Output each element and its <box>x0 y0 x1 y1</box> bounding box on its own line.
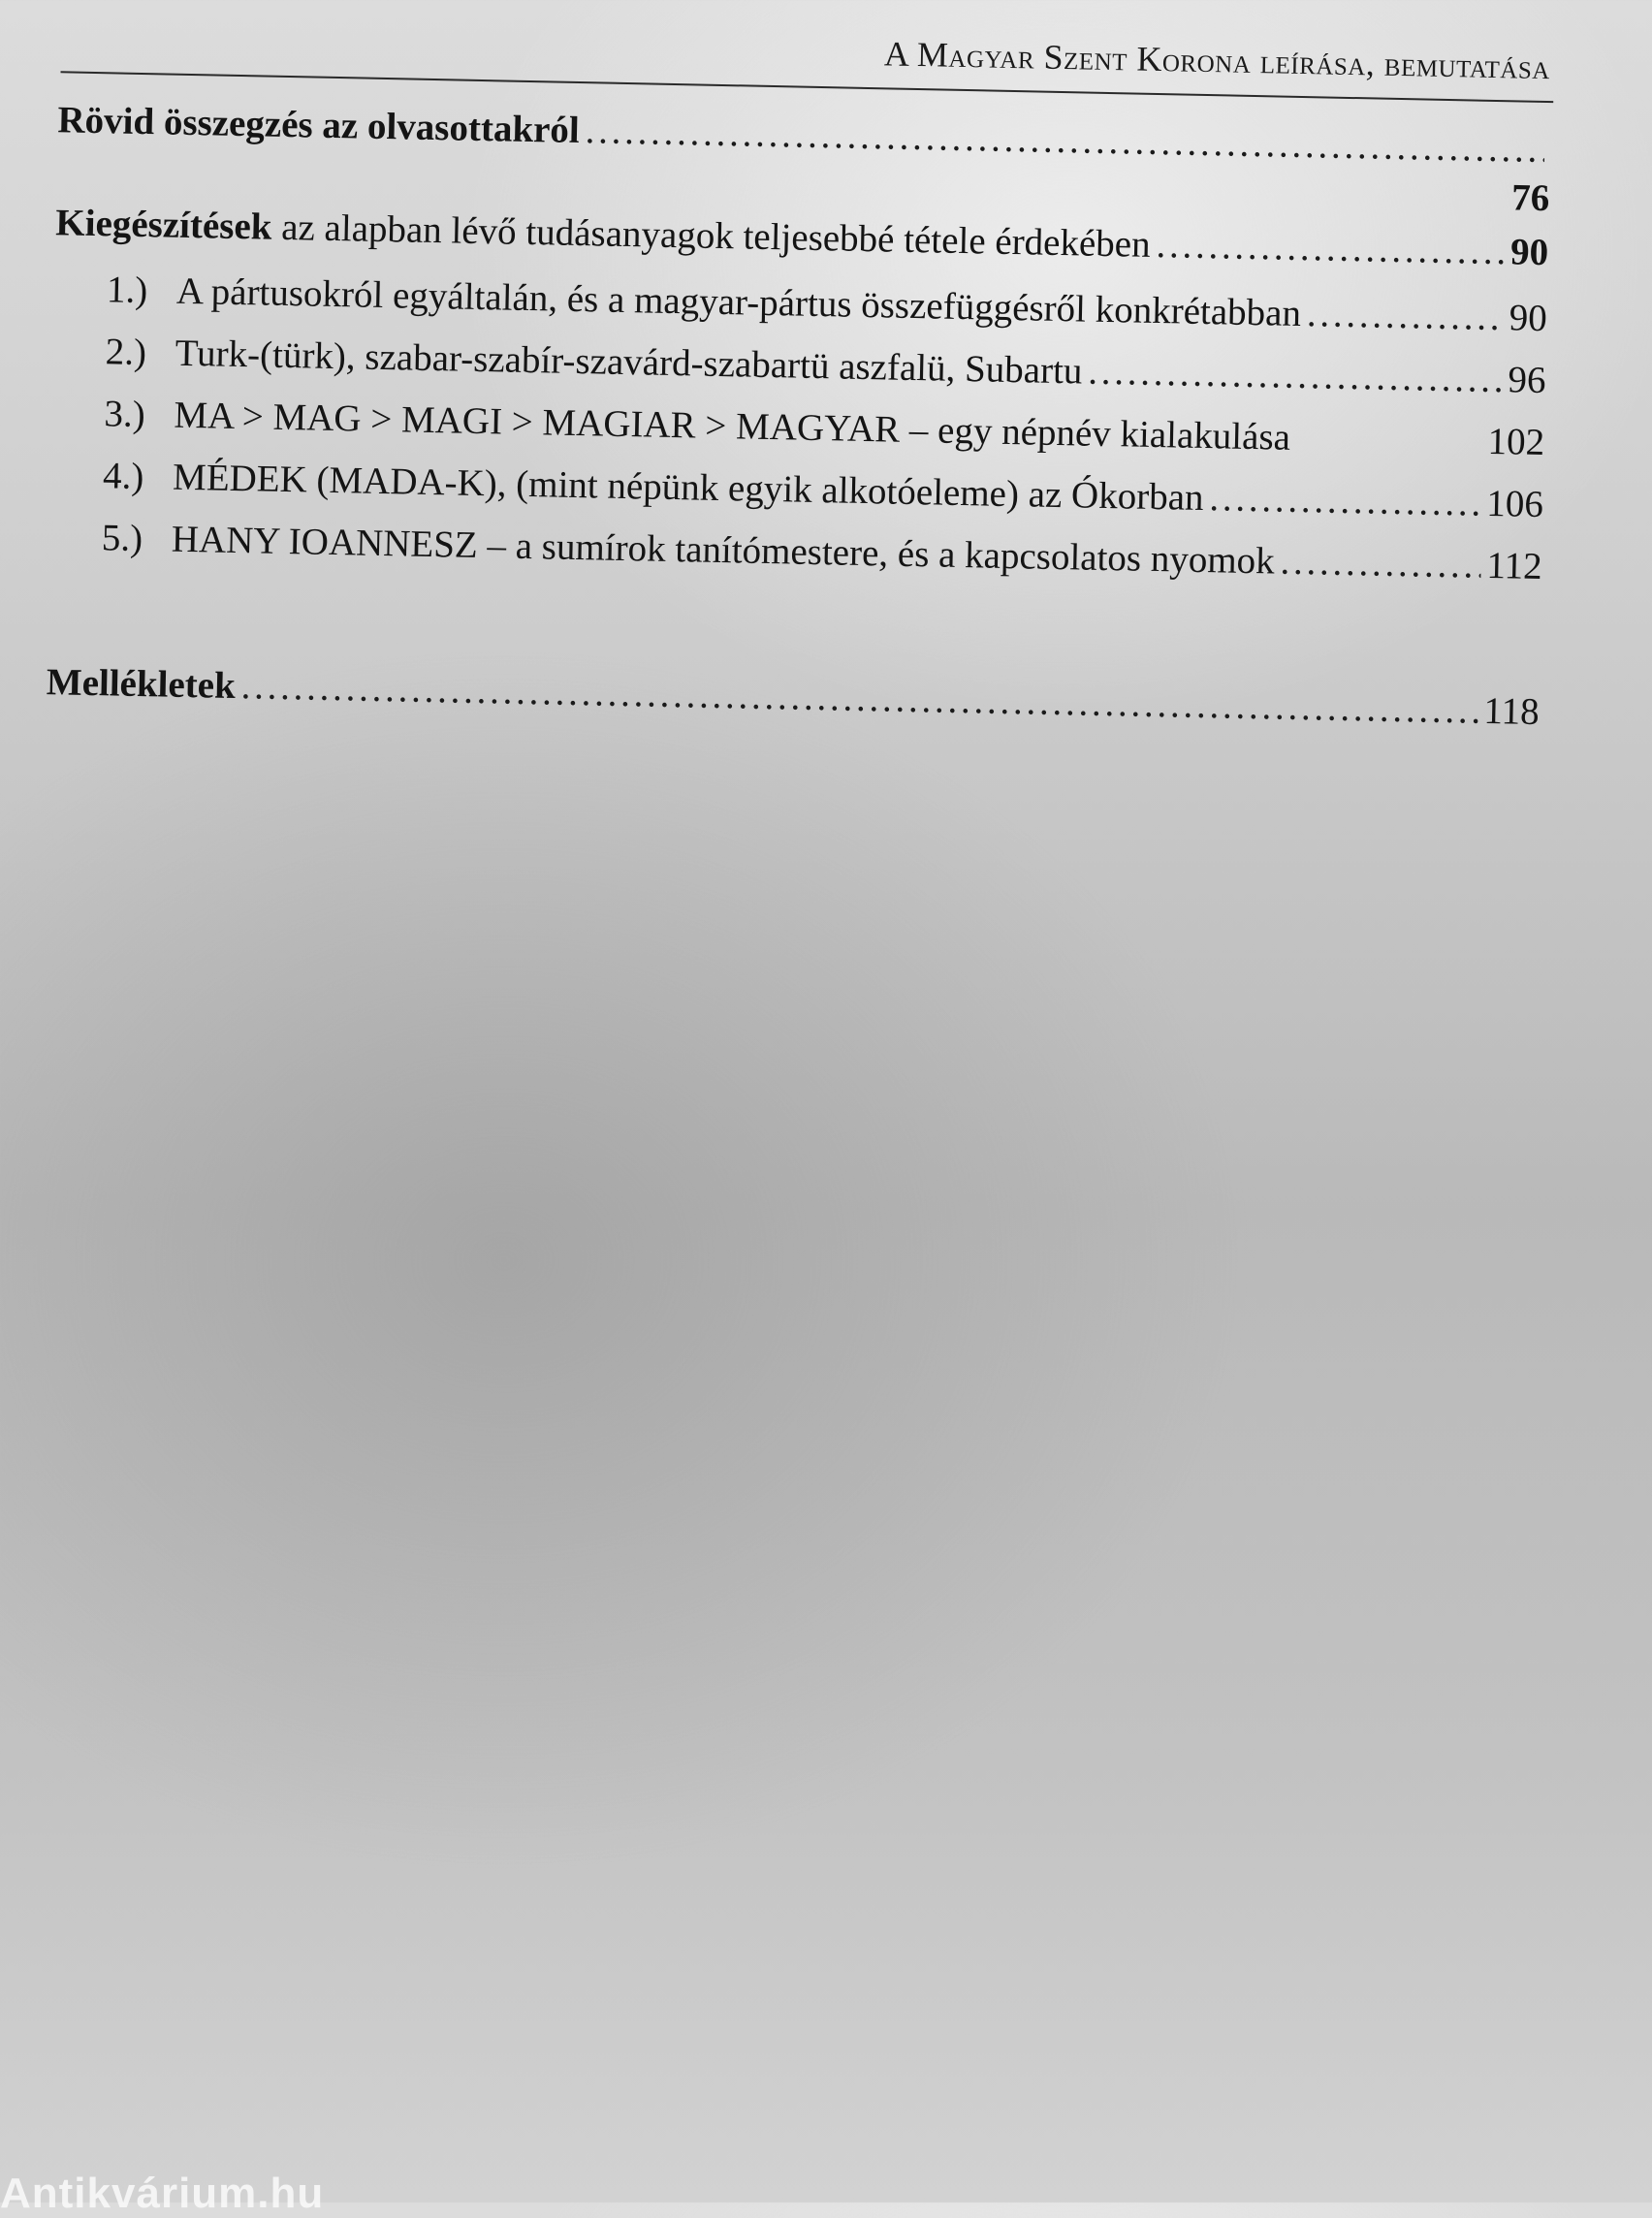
dot-leader <box>1209 476 1481 525</box>
toc-subentry-1 <box>107 268 1548 340</box>
toc-page-number: 106 <box>1485 482 1544 526</box>
toc-subentry-number: 1.) <box>106 269 148 312</box>
toc-entry-supplements <box>55 201 1549 274</box>
toc-subentry-2 <box>105 330 1546 402</box>
dot-leader <box>585 109 1544 172</box>
toc-subentry-3 <box>104 392 1545 464</box>
toc-subentry-title: HANY IOANNESZ – a sumírok tanítómestere, és a kapcsolatos nyomok <box>171 518 1276 583</box>
dot-leader <box>1307 292 1505 339</box>
toc-subentry-label <box>105 330 1083 393</box>
toc-page-number: 96 <box>1508 359 1546 402</box>
toc-entry-title: Rövid összegzés az olvasottakról <box>57 99 581 152</box>
toc-subentry-title: MÉDEK (MADA-K), (mint népünk egyik alkotóeleme) az Ókorban <box>172 456 1204 520</box>
toc-subentry-5 <box>101 516 1542 588</box>
toc-subentry-label <box>101 516 1275 583</box>
toc-entry-title: Mellékletek <box>46 661 237 708</box>
toc-subentry-title: A pártusokról egyáltalán, és a magyar-pártus összefüggésről konkrétabban <box>175 269 1302 334</box>
toc-subentry-4 <box>103 454 1544 526</box>
toc-subentry-title: MA > MAG > MAGI > MAGIAR > MAGYAR – egy népnév kialakulása <box>174 394 1291 459</box>
toc-page-number: 118 <box>1483 689 1541 734</box>
toc-subentry-number: 3.) <box>104 393 146 436</box>
toc-entry-summary <box>57 98 1551 172</box>
toc-subentry-title: Turk-(türk), szabar-szabír-szavárd-szabartü aszfalü, Subartu <box>175 332 1083 393</box>
toc-subentry-label <box>107 268 1302 335</box>
toc-subentry-number: 2.) <box>105 331 147 374</box>
toc-page-number: 112 <box>1486 544 1543 588</box>
toc-subentry-number: 5.) <box>101 517 143 560</box>
spacer <box>1323 450 1488 453</box>
dot-leader <box>1280 540 1481 587</box>
toc-entry-summary-page-line <box>1450 174 1550 220</box>
toc-subentry-label <box>104 392 1290 459</box>
page-content <box>0 0 1652 905</box>
toc-entry-title-rest: az alapban lévő tudásanyagok teljesebbé tétele érdekében <box>280 206 1152 266</box>
toc-entry-appendices <box>46 660 1540 734</box>
toc-page-number: 76 <box>1510 176 1550 220</box>
toc-page-number: 102 <box>1487 420 1545 464</box>
toc-subentry-number: 4.) <box>102 455 144 498</box>
running-head: A Magyar Szent Korona leírása, bemutatása <box>883 34 1551 87</box>
spacer <box>1290 450 1323 451</box>
toc-subentry-label <box>103 454 1204 520</box>
dot-leader <box>1156 223 1505 273</box>
toc-entry-title <box>55 201 1151 267</box>
toc-page-number: 90 <box>1509 297 1548 340</box>
watermark-logo: Antikvárium.hu <box>0 2170 325 2217</box>
toc-entry-title-bold: Kiegészítések <box>54 202 272 248</box>
toc-page-number: 90 <box>1509 231 1549 274</box>
dot-leader <box>1088 350 1503 402</box>
dot-leader <box>240 664 1478 733</box>
